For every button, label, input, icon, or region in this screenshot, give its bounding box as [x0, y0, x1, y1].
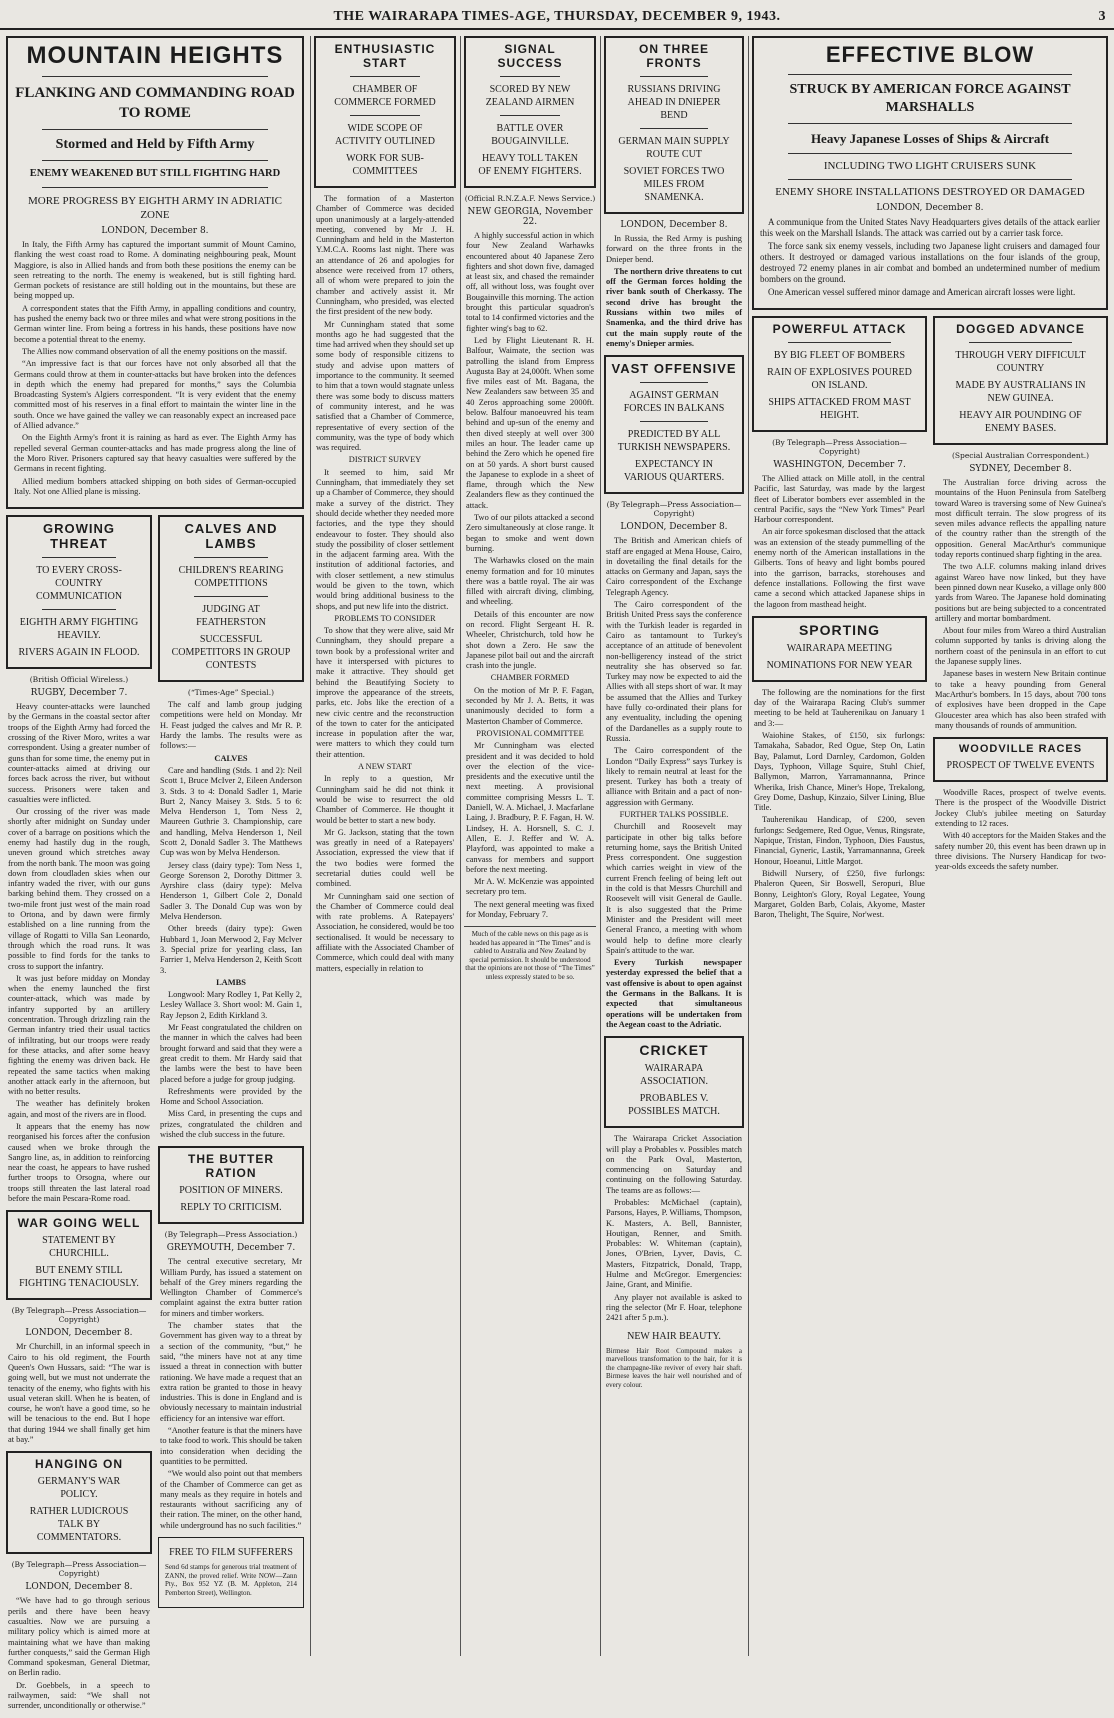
- mountain-headline: MOUNTAIN HEIGHTS: [26, 42, 284, 69]
- paragraph: Care and handling (Stds. 1 and 2): Neil Scott 1, Bruce McIver 2, Eileen Anderson 3. Stds. 3 to 4: Donald Sadler 1, Marie Burt 2, Nancy Maisey 3. Stds. 5 to 6: Melva Henderson 1, Tom Ness 2, Maureen Guthrie 3. Championship, care and handling, Melva Henderson 1, Neil Scott 2, Donald Sadler 3. The Matthews Cup was won by Melva Henderson.: [160, 765, 302, 858]
- dogged-sub-1: THROUGH VERY DIFFICULT COUNTRY: [955, 350, 1086, 374]
- butter-dateline: GREYMOUTH, December 7.: [166, 1243, 296, 1254]
- right-subcolumn-1: [752, 316, 927, 926]
- paragraph: Mr Feast congratulated the children on the manner in which the calves had been brought forward and said that they were a great credit to them. Mr Hardy said that the lambs were the best to have been placed before a judge for group judging.: [160, 1023, 302, 1084]
- hanging-sub-2: RATHER LUDICROUS TALK BY COMMENTATORS.: [29, 1506, 129, 1544]
- paragraph: A correspondent states that the Fifth Army, in appalling conditions and country, has pushed the enemy back two or three miles and what were strong positions in the German winter line. From being a fortress in his hands, these positions have now become a potential threat to the enemy.: [14, 303, 296, 344]
- woodville-body: [935, 788, 1106, 872]
- calves-body: [160, 700, 302, 1140]
- paragraph: Tauherenikau Handicap, of £200, seven furlongs: Sedgemere, Red Ogue, Venus, Ringsrate, Napique, Tristan, Findon, Typhoon, Dies Faustus, Financial, Gyneric, Lastik, Yarramannanna, Greek Honour, Hoeanui, Little Margot.: [754, 815, 925, 866]
- powerful-sub-2: RAIN OF EXPLOSIVES POURED ON ISLAND.: [767, 367, 912, 391]
- dogged-dateline: SYDNEY, December 8.: [969, 464, 1072, 474]
- enthusiastic-column: [314, 36, 456, 980]
- signal-sub-2: BATTLE OVER BOUGAINVILLE.: [491, 123, 569, 147]
- sporting-article: [752, 616, 927, 682]
- paragraph: In reply to a question, Mr Cunningham said he did not think it would be wise to resurrect the old Chamber of Commerce. He thought it would be better to start a new body.: [316, 774, 454, 825]
- paragraph: Bidwill Nursery, of £250, five furlongs: Phaleron Queen, Sir Boswell, Seropuri, Blue Bonny, Leighton's Glory, Royal Legatee, Young Margaret, Golden Barb, Colais, Akyome, Master Baron, Thelight, The Squire, Nor'west.: [754, 868, 925, 920]
- enthusiastic-sub-3: WORK FOR SUB-COMMITTEES: [346, 153, 424, 177]
- masthead-title: THE WAIRARAPA TIMES-AGE, THURSDAY, DECEMBER 9, 1943.: [333, 9, 781, 24]
- hanging-headline: HANGING ON: [35, 1457, 123, 1472]
- paragraph: The force sank six enemy vessels, including two Japanese light cruisers and damaged four others. It destroyed or damaged various installations on the four islands of the group, destroyed 72 enemy planes in air combat and bombed an undetermined number of medium bombers on the ground.: [760, 241, 1100, 284]
- paragraph: The two A.I.F. columns making inland drives against Wareo have now linked, but they have been pinned down near Kuseko, a village only 800 yards from Wareo. The Japanese hold dominating positions but are being subjected to a concentrated artillery and mortar bombardment.: [935, 562, 1106, 623]
- effective-sub-1: STRUCK BY AMERICAN FORCE AGAINST MARSHALLS: [789, 82, 1071, 115]
- paragraph: It seemed to him, said Mr Cunningham, that immediately they set up a Chamber of Commerce, they should make a survey of the district. They should decide whether they needed more factories, and the type they should endeavour to foster. They should also study the possibility of closer settlement in the adjacent farming area. With the institution of additional factories, and with closer settlement, a new stimulus would be given to the town, which would bring additional business to the shops, and put new life into the district.: [316, 467, 454, 611]
- hanging-body: [8, 1596, 150, 1711]
- signal-dateline: NEW GEORGIA, November 22.: [467, 207, 593, 227]
- hair-ad-text: Birmese Hair Root Compound makes a marvellous transformation to the hair, for it is the champagne-like reviver of every hair shaft. Birmese leaves the hair well nourished and of every colour.: [606, 1346, 742, 1389]
- paragraph: Japanese bases in western New Britain continue to take a heavy pounding from General MacArthur's bombers. In 15 days, about 700 tons of explosives have been dropped in the Cape Gloucester area which has also been strafed with many thousands of rounds of ammunition.: [935, 669, 1106, 730]
- growing-headline: GROWING THREAT: [43, 521, 115, 552]
- effective-sub-3: INCLUDING TWO LIGHT CRUISERS SUNK: [823, 160, 1037, 172]
- paragraph: “Another feature is that the miners have to take food to work. This should be taken into consideration when deciding the quantities to be permitted.: [160, 1426, 302, 1466]
- vast-sub-1: AGAINST GERMAN FORCES IN BALKANS: [623, 390, 725, 415]
- paragraph: The Allies now command observation of all the enemy positions on the massif.: [22, 346, 287, 356]
- column-rule: [748, 36, 749, 1656]
- paragraph: The chamber states that the Government has given way to a threat by a section of the community, “but,” he said, “the miners have not at any time issued a threat in connection with butter rationing. We have made a request that an extra ration be granted to those in heavy industries. This is done in England and is obviously necessary to maintain industrial efficiency for an intensive war effort.: [160, 1321, 302, 1423]
- sporting-body: [754, 688, 925, 921]
- paragraph: Refreshments were provided by the Home and School Association.: [160, 1086, 302, 1107]
- paragraph: Longwool: Mary Rodley 1, Pat Kelly 2, Lesley Wallace 3. Short wool: M. Gain 1, Ray Jepson 2, Edith Kirkland 3.: [160, 990, 302, 1020]
- paragraph: The following are the nominations for the first day of the Wairarapa Racing Club's summer meeting to be held at Tauherenikau on January 1 and 3:—: [754, 687, 925, 728]
- paragraph: Miss Card, in presenting the cups and prizes, congratulated the children and wished the club success in the future.: [160, 1109, 302, 1139]
- mountain-deck-4: MORE PROGRESS BY EIGHTH ARMY IN ADRIATIC ZONE: [27, 195, 283, 221]
- film-ad-title: FREE TO FILM SUFFERERS: [169, 1547, 293, 1559]
- woodville-article: [933, 737, 1108, 782]
- enthusiastic-headline: ENTHUSIASTIC START: [334, 42, 436, 70]
- signal-sub-1: SCORED BY NEW ZEALAND AIRMEN: [485, 84, 575, 108]
- hair-ad-title: NEW HAIR BEAUTY.: [627, 1330, 721, 1342]
- sporting-sub-1: WAIRARAPA MEETING: [786, 642, 893, 654]
- fronts-sub-3: SOVIET FORCES TWO MILES FROM SNAMENKA.: [623, 166, 725, 203]
- paragraph: Allied medium bombers attacked shipping on both sides of German-occupied Italy. Not one Allied plane is missing.: [14, 476, 296, 496]
- growing-sub-3: RIVERS AGAIN IN FLOOD.: [18, 647, 140, 659]
- paragraph: The Allied attack on Mille atoll, in the central Pacific, last Saturday, was made by the largest fleet of Liberator bombers ever assembled in the central Pacific, says the “New York Times” Pearl Harbour correspondent.: [754, 474, 925, 525]
- left-subcolumn-1: [6, 515, 152, 1717]
- column-rule: [460, 36, 461, 1656]
- paragraph: The Warhawks closed on the main enemy formation and for 10 minutes there was a battle royal. The air was filled with aircraft diving, climbing, and wheeling.: [466, 556, 594, 607]
- woodville-sub: PROSPECT OF TWELVE EVENTS: [946, 760, 1095, 772]
- paragraph: Any player not available is asked to ring the selector (Mr F. Hoar, telephone 2421 after 5 p.m.).: [606, 1292, 742, 1323]
- paragraph: A highly successful action in which four New Zealand Warhawks encountered about 40 Japanese Zero fighters and shot down five, damaged at least six, and chased the remainder off, all without loss, was fought over Bougainville this morning. The action brought this particular squadron's total to 14 confirmed victories and the fighter wing's bag to 62.: [466, 231, 594, 333]
- paragraph: In Russia, the Red Army is pushing forward on the three fronts in the Dnieper bend.: [606, 234, 742, 264]
- enthusiastic-article: [314, 36, 456, 188]
- signal-sub-3: HEAVY TOLL TAKEN OF ENEMY FIGHTERS.: [478, 153, 582, 177]
- paragraph: The Australian force driving across the mountains of the Huon Peninsula from Satelberg toward Wareo is traversing some of New Guinea's most difficult terrain. The slow progress of its seven miles advance reflects the appalling nature of the country rather than the strength of the opposition. General MacArthur's communique today reports continued sharp fighting in the area.: [935, 478, 1106, 560]
- subhead: DISTRICT SURVEY: [348, 455, 422, 465]
- column-rule: [310, 36, 311, 1656]
- paragraph: About four miles from Wareo a third Australian column supported by tanks is driving along the northern coast of the peninsula in an effort to cut the Japanese supply lines.: [935, 626, 1106, 667]
- butter-sub-2: REPLY TO CRITICISM.: [180, 1202, 282, 1214]
- butter-source: (By Telegraph—Press Association.): [164, 1230, 298, 1240]
- calves-sub-2: JUDGING AT FEATHERSTON: [196, 604, 266, 629]
- subhead: PROBLEMS TO CONSIDER: [334, 613, 436, 623]
- dogged-article: [933, 316, 1108, 445]
- paragraph: The Cairo correspondent of the British United Press says the conference with the Turkish leader is regarded in Cairo as tantamount to Turkey's acceptance of an attitude of benevolent non-belligerency instead of the strict neutrality she has observed so far. Turkey may now be expected to aid the Allies with all steps short of war. It may be assumed that the Allies and Turkey have fully co-ordinated their plans for any eventuality, including the opening of the Dardanelles as a supply route to Russia.: [606, 600, 742, 743]
- paragraph: The Cairo correspondent of the London “Daily Express” says Turkey is likely to remain neutral at least for the present. Turkey has both a treaty of alliance with Britain and a pact of non-aggression with Germany.: [606, 746, 742, 807]
- calves-headline: CALVES AND LAMBS: [184, 521, 278, 552]
- paragraph: “We would also point out that members of the Chamber of Commerce can get as many meals as they require in hotels and restaurants without sacrificing any of their ration. The miner, on the other hand, while underground has no such facilities.”: [160, 1469, 302, 1530]
- paragraph: Two of our pilots attacked a second Zero simultaneously at close range. It began to smoke and went down burning.: [466, 513, 594, 553]
- fronts-column: [604, 36, 744, 1395]
- paragraph: Mr Churchill, in an informal speech in Cairo to his old regiment, the Fourth Queen's Own Hussars, said: “The war is going well, but we must not underrate the tenacity of the enemy, who fights with his usual veteran skill. When he is beaten, of course, he won't have a good time, so he will be tenacious to the end. But I hope that during 1944 we shall finally get him at bay.”: [8, 1342, 150, 1445]
- right-two-columns: [752, 316, 1108, 926]
- effective-sub-4: ENEMY SHORE INSTALLATIONS DESTROYED OR DAMAGED: [775, 186, 1085, 198]
- paragraph: On the Eighth Army's front it is raining as hard as ever. The Eighth Army has repelled several German counter-attacks and has made progress along the line of the Moro River. Prisoners captured say that heavy casualties were suffered by the Germans in recent fighting.: [14, 433, 296, 474]
- butter-sub-1: POSITION OF MINERS.: [179, 1185, 283, 1197]
- sporting-sub-2: NOMINATIONS FOR NEW YEAR: [766, 659, 913, 671]
- paragraph: The formation of a Masterton Chamber of Commerce was decided upon unanimously at a largely-attended meeting, convened by Mr J. H. Cunningham and held in the Masterton Y.M.C.A. Rooms last night. There was an attendance of 26 and apologies for absence were received from 17 others, all of whom were prepared to join the chamber and actively assist it. Mr Cunningham, who presided, was elected the first president of the new body.: [316, 194, 454, 317]
- sporting-headline: SPORTING: [798, 621, 881, 638]
- paragraph: Other breeds (dairy type): Gwen Hubbard 1, Joan Merwood 2, Fay Mclver 3. Special prize for yearling class, Ian Farrier 1, Melva Henderson 2, Keith Scott 3.: [160, 924, 302, 975]
- right-subcolumn-2: [933, 316, 1108, 926]
- paragraph: The central executive secretary, Mr William Purdy, has issued a statement on behalf of the Grey miners regarding the Wellington Chamber of Commerce's complaint against the extra butter ration for miners and timber workers.: [160, 1257, 302, 1318]
- fronts-body: [606, 234, 742, 349]
- mountain-deck-3: ENEMY WEAKENED BUT STILL FIGHTING HARD: [29, 168, 281, 179]
- dogged-source: (Special Australian Correspondent.): [951, 451, 1090, 460]
- growing-sub-1: TO EVERY CROSS-COUNTRY COMMUNICATION: [35, 565, 123, 603]
- dogged-headline: DOGGED ADVANCE: [956, 322, 1085, 336]
- signal-column: [464, 36, 596, 981]
- paragraph: Mr A. W. McKenzie was appointed secretary pro tem.: [466, 877, 594, 897]
- paragraph: With 40 acceptors for the Maiden Stakes and the safety number 20, this event has been drawn up in three divisions. The Nursery Handicap for two-year-olds exceeds the safety number.: [935, 831, 1106, 872]
- vast-article: [604, 355, 744, 494]
- signal-headline: SIGNAL SUCCESS: [497, 42, 563, 70]
- growing-dateline: RUGBY, December 7.: [30, 688, 128, 699]
- fronts-headline: ON THREE FRONTS: [638, 42, 709, 70]
- page-number: 3: [1098, 9, 1106, 24]
- paragraph: Details of this encounter are now on record. Flight Sergeant H. R. Wheeler, Christchurch, told how he shot down a Zero. He saw the Japanese pilot bail out and the aircraft crash into the jungle.: [466, 609, 594, 671]
- war-sub-1: STATEMENT BY CHURCHILL.: [42, 1235, 116, 1260]
- war-dateline: LONDON, December 8.: [25, 1328, 133, 1339]
- effective-body: [760, 217, 1100, 298]
- paragraph: To show that they were alive, said Mr Cunningham, they should prepare a town book by a professional writer and have it interspersed with pictures to make it attractive. They should get behind the Beautifying Society to improve the appearance of the streets, parks, etc. Jobs like the erection of a new civic centre and the reconstruction of the town to cater for the anticipated increase in population after the war, were matters to which they could turn their attention.: [316, 626, 454, 759]
- effective-article: [752, 36, 1108, 310]
- subhead: LAMBS: [216, 977, 246, 987]
- subhead: A NEW START: [357, 762, 413, 772]
- growing-body: [8, 702, 150, 1204]
- powerful-body: [754, 474, 925, 610]
- paragraph: The Wairarapa Cricket Association will play a Probables v. Possibles match on the Park Oval, Masterton, commencing on Saturday and continuing on the following Saturday. The teams are as follows:—: [606, 1134, 742, 1195]
- enthusiastic-sub-1: CHAMBER OF COMMERCE FORMED: [334, 84, 436, 108]
- paragraph: One American vessel suffered minor damage and American aircraft losses were light.: [768, 287, 1076, 297]
- subhead: PROVISIONAL COMMITTEE: [476, 728, 584, 738]
- paragraph: Our crossing of the river was made shortly after midnight on Sunday under cover of a barrage on positions which the enemy had hastily dug in the rough, uneven ground which stretches away from the north bank. The moon was going down from cloudladen skies when our infantry waded the river, with our guns barking behind them. They crossed on a two-mile front just west of the main road to Ortona, and by dawn were firmly established on a line running from the village of Rogatti to Villa San Leonardo, through which the road runs. It was possible to find fords for the tanks to cross to support the infantry.: [8, 807, 150, 971]
- paragraph: Jersey class (dairy type): Tom Ness 1, George Sorenson 2, Dorothy Dittmer 3. Ayrshire class (dairy type): Melva Henderson 1, Gilbert Cole 2, Donald Sadler 3. The Donald Cup was won by Melva Henderson.: [160, 860, 302, 922]
- paragraph: It was just before midday on Monday when the enemy launched the first counter-attack, which was made by infantry supported by an artillery concentration. Through drizzling rain the German infantry tried their usual tactics of infiltrating, but our troops were ready for these attacks, and after some heavy fighting the enemy was driven back. He repeated the same tactics when making another attack early in the afternoon, but with no better results.: [8, 973, 150, 1097]
- hanging-article: [6, 1451, 152, 1554]
- left-two-columns: [6, 515, 304, 1717]
- cricket-sub-1: WAIRARAPA ASSOCIATION.: [639, 1063, 709, 1088]
- cable-footnote: Much of the cable news on this page as is headed has appeared in “The Times” and is cabled to Australia and New Zealand by special permission. It should be understood that the opinions are not those of “The Times” unless expressly stated to be so.: [464, 926, 596, 981]
- paragraph: Led by Flight Lieutenant R. H. Balfour, Waimate, the section was patrolling the island from Empress Augusta Bay at 24,000ft. When some five miles east of Mt. Bagana, the New Zealanders saw between 35 and 40 Zeros approaching some 2000ft. below. Balfour manoeuvred his team behind and up-sun of the enemy and then dived steeply at well over 300 miles an hour. The leader came up behind the Zero which he opened fire on at 50 yards. A short burst caused the Japanese to explode in a sheet of flame, through which the New Zealanders flew as they continued the attack.: [466, 335, 594, 510]
- mountain-deck-2: Stormed and Held by Fifth Army: [55, 137, 255, 152]
- cricket-body: [606, 1134, 742, 1323]
- powerful-sub-3: SHIPS ATTACKED FROM MAST HEIGHT.: [768, 397, 911, 421]
- paragraph: An air force spokesman disclosed that the attack was an extension of the steady pummelling of the enemy north of the American installations in the Gilberts. Tons of heavy and light bombs poured into the garrison, barracks, storehouses and defence installations. Following the first wave came a second which attacked Japanese ships in the lagoon from masthead height.: [754, 527, 925, 609]
- vast-headline: VAST OFFENSIVE: [611, 361, 737, 377]
- paragraph: In Italy, the Fifth Army has captured the important summit of Mount Camino, flanking the west coast road to Rome. A dominating neighbouring peak, Mount Maggiore, is also in Allied hands and from both these positions the enemy can be seen retreating to the north. The enemy is weakened, but is still fighting hard. German pockets of resistance are still holding out in the mountains, but these are being mopped up.: [14, 240, 296, 301]
- growing-sub-2: EIGHTH ARMY FIGHTING HEAVILY.: [19, 617, 139, 642]
- calves-article: [158, 515, 304, 682]
- column-rule: [600, 36, 601, 1656]
- masthead: [0, 6, 1114, 30]
- fronts-sub-2: GERMAN MAIN SUPPLY ROUTE CUT: [618, 136, 730, 160]
- mountain-body: [14, 240, 296, 497]
- vast-body: [606, 536, 742, 1030]
- effective-sub-2: Heavy Japanese Losses of Ships & Aircraft: [810, 131, 1050, 146]
- growing-article: [6, 515, 152, 669]
- paragraph: Heavy counter-attacks were launched by the Germans in the coastal sector after troops of the Eighth Army had forced the crossing of the River Moro, writes a war correspondent. Using a greater number of guns than for some time, the enemy put in counter-attacks aimed at driving our forces back across the river, but without success. Prisoners were taken and casualties were inflicted.: [8, 702, 150, 804]
- fronts-article: [604, 36, 744, 214]
- paragraph: The calf and lamb group judging competitions were held on Monday. Mr H. Feast judged the calves and Mr R. P. Hardy the lambs. The results were as follows:—: [160, 700, 302, 751]
- paragraph: Mr Cunningham was elected president and it was decided to hold over the election of the vice-presidents and the executive until the next meeting. A provisional committee comprising Messrs L. T. Daniell, W. A. Michael, J. Macfarlane Laing, J. Bradbury, P. F. Fagan, H. W. Lindsey, H. A. Horsnell, S. C. J. Allen, E. J. Reffer and W. A. Playford, was appointed to make a canvass for members and support before the next meeting.: [466, 741, 594, 874]
- paragraph: Mr Cunningham stated that some months ago he had suggested that the time had arrived when they should set up some body of responsible citizens to study and advise upon matters of importance to the community. It seemed to him that a town would stagnate unless there was some body to discuss matters of community interest, and he was satisfied that a Chamber of Commerce, representative of every section of the community, was the type of body which was required.: [316, 319, 454, 453]
- mountain-dateline: LONDON, December 8.: [101, 226, 209, 236]
- paragraph: Mr Cunningham said one section of the Chamber of Commerce could deal with rate problems. A Ratepayers' Association, he considered, would be too sectionalised. It would be necessary to affiliate with the Associated Chamber of Commerce, which could deal with many matters, especially in relation to: [316, 891, 454, 973]
- paragraph: On the motion of Mr P. F. Fagan, seconded by Mr J. A. Betts, it was unanimously decided to form a Masterton Chamber of Commerce.: [466, 685, 594, 726]
- fronts-sub-1: RUSSIANS DRIVING AHEAD IN DNIEPER BEND: [627, 84, 721, 121]
- paragraph: Every Turkish newspaper yesterday expressed the belief that a vast offensive is about to open against the Germans in the Balkans. It is expected that simultaneous operations will be undertaken from the Aegean coast to the Adriatic.: [606, 958, 742, 1029]
- powerful-source: (By Telegraph—Press Association—Copyright): [772, 438, 907, 456]
- paragraph: The British and American chiefs of staff are engaged at Mena House, Cairo, in dovetailing the final details for the attacks on Germany and Japan, says the Cairo correspondent of the Exchange Telegraph Agency.: [606, 536, 742, 597]
- paragraph: “An impressive fact is that our forces have not only absorbed all that the Germans could throw at them in counter-attacks but have broken into the defences in depth which the enemy had prepared for months,” says the Columbia Broadcasting System's Algiers correspondent. “It is very evident that the enemy committed most of his reserves in a final effort to maintain the winter line in the south. Once we have gained the valley we can reasonably expect an increased pace of Allied advance.”: [14, 359, 296, 431]
- cricket-sub-2: PROBABLES V. POSSIBLES MATCH.: [628, 1093, 720, 1118]
- butter-headline: THE BUTTER RATION: [188, 1152, 274, 1181]
- right-block: [752, 36, 1108, 926]
- effective-dateline: LONDON, December 8.: [876, 203, 984, 213]
- enthusiastic-sub-2: WIDE SCOPE OF ACTIVITY OUTLINED: [335, 123, 435, 147]
- left-block: [6, 36, 304, 1718]
- woodville-headline: WOODVILLE RACES: [958, 743, 1083, 756]
- vast-source: (By Telegraph—Press Association—Copyright): [606, 500, 742, 519]
- war-headline: WAR GOING WELL: [17, 1216, 141, 1231]
- butter-article: [158, 1146, 304, 1224]
- dogged-body: [935, 478, 1106, 731]
- hanging-dateline: LONDON, December 8.: [25, 1582, 133, 1593]
- film-ad: [158, 1537, 304, 1608]
- enthusiastic-body: [316, 194, 454, 974]
- hanging-source: (By Telegraph—Press Association—Copyright): [11, 1560, 147, 1579]
- paragraph: A communique from the United States Navy Headquarters gives details of the attack earlier this week on the Marshall Islands. The attack was carried out by a carrier task force.: [760, 217, 1100, 238]
- mountain-deck-1: FLANKING AND COMMANDING ROAD TO ROME: [15, 85, 295, 121]
- vast-sub-3: EXPECTANCY IN VARIOUS QUARTERS.: [623, 459, 725, 484]
- paragraph: It appears that the enemy has now reorganised his forces after the confusion caused when we broke through the Sangro line, as, in addition to reinforcing near the coast, he appears to have rushed further troops to Orsogna, where our troops still threaten the last lateral road before the main Pescara-Rome road.: [8, 1122, 150, 1204]
- powerful-article: [752, 316, 927, 432]
- war-body: [8, 1342, 150, 1445]
- war-sub-2: BUT ENEMY STILL FIGHTING TENACIOUSLY.: [19, 1265, 139, 1290]
- powerful-dateline: WASHINGTON, December 7.: [773, 460, 906, 470]
- calves-sub-3: SUCCESSFUL COMPETITORS IN GROUP CONTESTS: [171, 634, 291, 672]
- paragraph: “We have had to go through serious perils and there have been heavy casualties. Now we are pursuing a military policy which is aimed more at maintaining what we have than making further conquests,” said the German High Command spokesman, General Dietmar, on Berlin radio.: [8, 1596, 150, 1678]
- paragraph: The next general meeting was fixed for Monday, February 7.: [466, 899, 594, 919]
- left-subcolumn-2: [158, 515, 304, 1717]
- butter-body: [160, 1257, 302, 1531]
- war-article: [6, 1210, 152, 1300]
- war-source: (By Telegraph—Press Association—Copyright): [11, 1306, 147, 1325]
- paragraph: The weather has definitely broken again, and most of the rivers are in flood.: [8, 1099, 150, 1119]
- signal-source: (Official R.N.Z.A.F. News Service.): [464, 194, 596, 203]
- subhead: FURTHER TALKS POSSIBLE.: [619, 809, 729, 819]
- film-ad-text: Send 6d stamps for generous trial treatment of ZANN, the proved relief. Write NOW—Zann Pty., Box 952 YZ (B. M. Appleton, 214 Pemberton Street), Wellington.: [165, 1563, 297, 1597]
- dogged-sub-3: HEAVY AIR POUNDING OF ENEMY BASES.: [959, 410, 1082, 434]
- paragraph: Dr. Goebbels, in a speech to railwaymen, said: “We shall not surrender, unconditionally or otherwise.”: [8, 1680, 150, 1711]
- vast-dateline: LONDON, December 8.: [620, 522, 728, 533]
- powerful-sub-1: BY BIG FLEET OF BOMBERS: [773, 350, 906, 361]
- mountain-article: [6, 36, 304, 509]
- paragraph: The northern drive threatens to cut off the German forces holding the river bank south of Cherkassy. The second drive has brought the Russians within two miles of Snamenka, and the third drive has cut the main supply route of the enemy's Dnieper armies.: [606, 266, 742, 348]
- paragraph: Churchill and Roosevelt may participate in other big talks before returning home, says the British United Press correspondent. One suggestion which carries weight in view of the current French feeling of being left out in the cold is that Messrs Churchill and Roosevelt will visit General de Gaulle. It is also suggested that the Prime Minister and the President will meet General Franco, a meeting with whom would help to define more clearly Spain's attitude to the war.: [606, 822, 742, 955]
- paragraph: Woodville Races, prospect of twelve events. There is the prospect of the Woodville District Jockey Club's jubilee meeting on Saturday extending to 12 races.: [935, 788, 1106, 829]
- cricket-headline: CRICKET: [639, 1042, 709, 1059]
- signal-article: [464, 36, 596, 188]
- dogged-sub-2: MADE BY AUSTRALIANS IN NEW GUINEA.: [955, 380, 1086, 404]
- paragraph: Mr G. Jackson, stating that the town was greatly in need of a Ratepayers' Association, expressed the view that if the two bodies were formed the secretarial duties could well be combined.: [316, 827, 454, 889]
- calves-source: (“Times-Age” Special.): [187, 688, 275, 698]
- cricket-article: [604, 1036, 744, 1128]
- growing-source: (British Official Wireless.): [29, 675, 129, 685]
- signal-body: [466, 231, 594, 920]
- vast-sub-2: PREDICTED BY ALL TURKISH NEWSPAPERS.: [617, 429, 731, 454]
- fronts-dateline: LONDON, December 8.: [620, 220, 728, 230]
- subhead: CHAMBER FORMED: [490, 673, 570, 683]
- subhead: CALVES: [214, 753, 248, 763]
- powerful-headline: POWERFUL ATTACK: [772, 322, 907, 336]
- paragraph: Probables: McMichael (captain), Parsons, Hayes, P. Williams, Thompson, K. Masters, A. Bell, Bannister, Houtigan, Renner, and Smith. Probables: W. Whiteman (captain), Jones, O'Brien, Lyver, Davis, C. Masters, Fitzpatrick, Donald, Trapp, Hulme and McGregor. Emergencies: Jaine, Grant, and Minifie.: [606, 1198, 742, 1290]
- calves-sub-1: CHILDREN'S REARING COMPETITIONS: [178, 565, 284, 590]
- hanging-sub-1: GERMANY'S WAR POLICY.: [37, 1476, 121, 1501]
- paragraph: Waiohine Stakes, of £150, six furlongs: Tamakaha, Sabador, Red Ogue, Step On, Latin Bay, Palamut, Lord Darnley, Cardomon, Golden Days, Typhoon, Village Squire, Stuhl Chief, Ballymon, Marron, Yarramannanna, Prince Wherika, Irish Chance, Miner's Hope, Trekalong, Grey Dome, Dashup, Kinzaio, Silver Lining, Blue Title.: [754, 731, 925, 813]
- effective-headline: EFFECTIVE BLOW: [825, 42, 1035, 67]
